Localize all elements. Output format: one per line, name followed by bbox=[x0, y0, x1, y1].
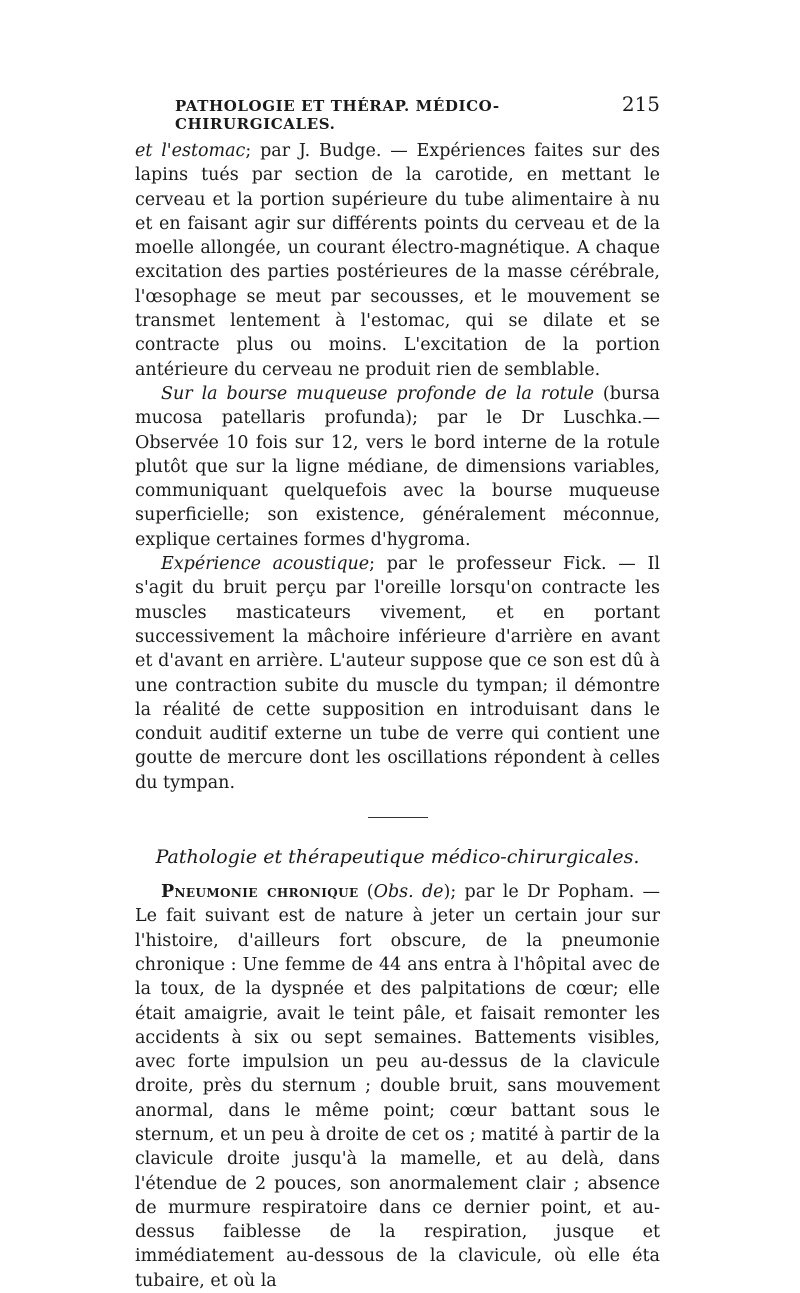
paragraph-budge bbox=[135, 139, 660, 382]
book-page bbox=[135, 92, 660, 1293]
paragraph-lead-italic: Obs. de bbox=[373, 882, 444, 903]
section-heading: Pathologie et thérapeutique médico-chirurgicales. bbox=[155, 846, 640, 869]
paragraph-lead-italic: et l'estomac bbox=[135, 141, 246, 161]
paragraph-lead-italic: Expérience acoustique bbox=[161, 554, 370, 575]
running-head bbox=[135, 92, 660, 133]
paragraph-luschka bbox=[135, 382, 660, 552]
running-title: PATHOLOGIE ET THÉRAP. MÉDICO-CHIRURGICALES. bbox=[175, 97, 500, 133]
paragraph-body: ; par J. Budge. — Expériences faites sur des lapins tués par section de la carotide, en mettant le cerveau et la portion supérieure du tube alimentaire à nu et en faisant agir sur différents points du cerveau et de la moelle allongée, un courant électro-magnétique. A chaque excitation des parties postérieures de la masse cérébrale, l'œsophage se meut par secousses, et le mouvement se transmet lentement à l'estomac, qui se dilate et se contracte plus ou moins. L'excitation de la portion antérieure du cerveau ne produit rien de semblable. bbox=[135, 141, 660, 380]
paragraph-lead-bold: Pneumonie chronique bbox=[161, 882, 359, 903]
paragraph-fick bbox=[135, 552, 660, 795]
page-number: 215 bbox=[621, 92, 660, 116]
paragraph-body: ; par le professeur Fick. — Il s'agit du bruit perçu par l'oreille lorsqu'on contracte les muscles masticateurs vivement, et en portant successivement la mâchoire inférieure d'arrière en avant et d'avant en arrière. L'auteur suppose que ce son est dû à une contraction subite du muscle du tympan; il démontre la réalité de cette supposition en introduisant dans le conduit auditif externe un tube de verre qui contient une goutte de mercure dont les oscillations répondent à celles du tympan. bbox=[135, 554, 660, 793]
paragraph-body: (bursa mucosa patellaris profunda); par le Dr Luschka.— Observée 10 fois sur 12, vers le bord interne de la rotule plutôt que sur la ligne médiane, de dimensions variables, communiquant quelquefois avec la bourse muqueuse superficielle; son existence, généralement méconnue, explique certaines formes d'hygroma. bbox=[135, 383, 660, 550]
section-divider bbox=[368, 817, 428, 818]
paragraph-paren: ( bbox=[358, 882, 374, 903]
paragraph-lead-italic: Sur la bourse muqueuse profonde de la rotule bbox=[161, 383, 594, 404]
paragraph-popham bbox=[135, 880, 660, 1293]
paragraph-body: ); par le Dr Popham. — Le fait suivant est de nature à jeter un certain jour sur l'histoire, d'ailleurs fort obscure, de la pneumonie chronique : Une femme de 44 ans entra à l'hôpital avec de la toux, de la dyspnée et des palpitations de cœur; elle était amaigrie, avait le teint pâle, et faisait remonter les accidents à six ou sept semaines. Battements visibles, avec forte impulsion un peu au-dessus de la clavicule droite, près du sternum ; double bruit, sans mouvement anormal, dans le même point; cœur battant sous le sternum, et un peu à droite de cet os ; matité à partir de la clavicule droite jusqu'à la mamelle, et au delà, dans l'étendue de 2 pouces, son anormalement clair ; absence de murmure respiratoire dans ce dernier point, et au-dessus faiblesse de la respiration, jusque et immédiatement au-dessous de la clavicule, où elle éta tubaire, et où la bbox=[135, 882, 661, 1291]
